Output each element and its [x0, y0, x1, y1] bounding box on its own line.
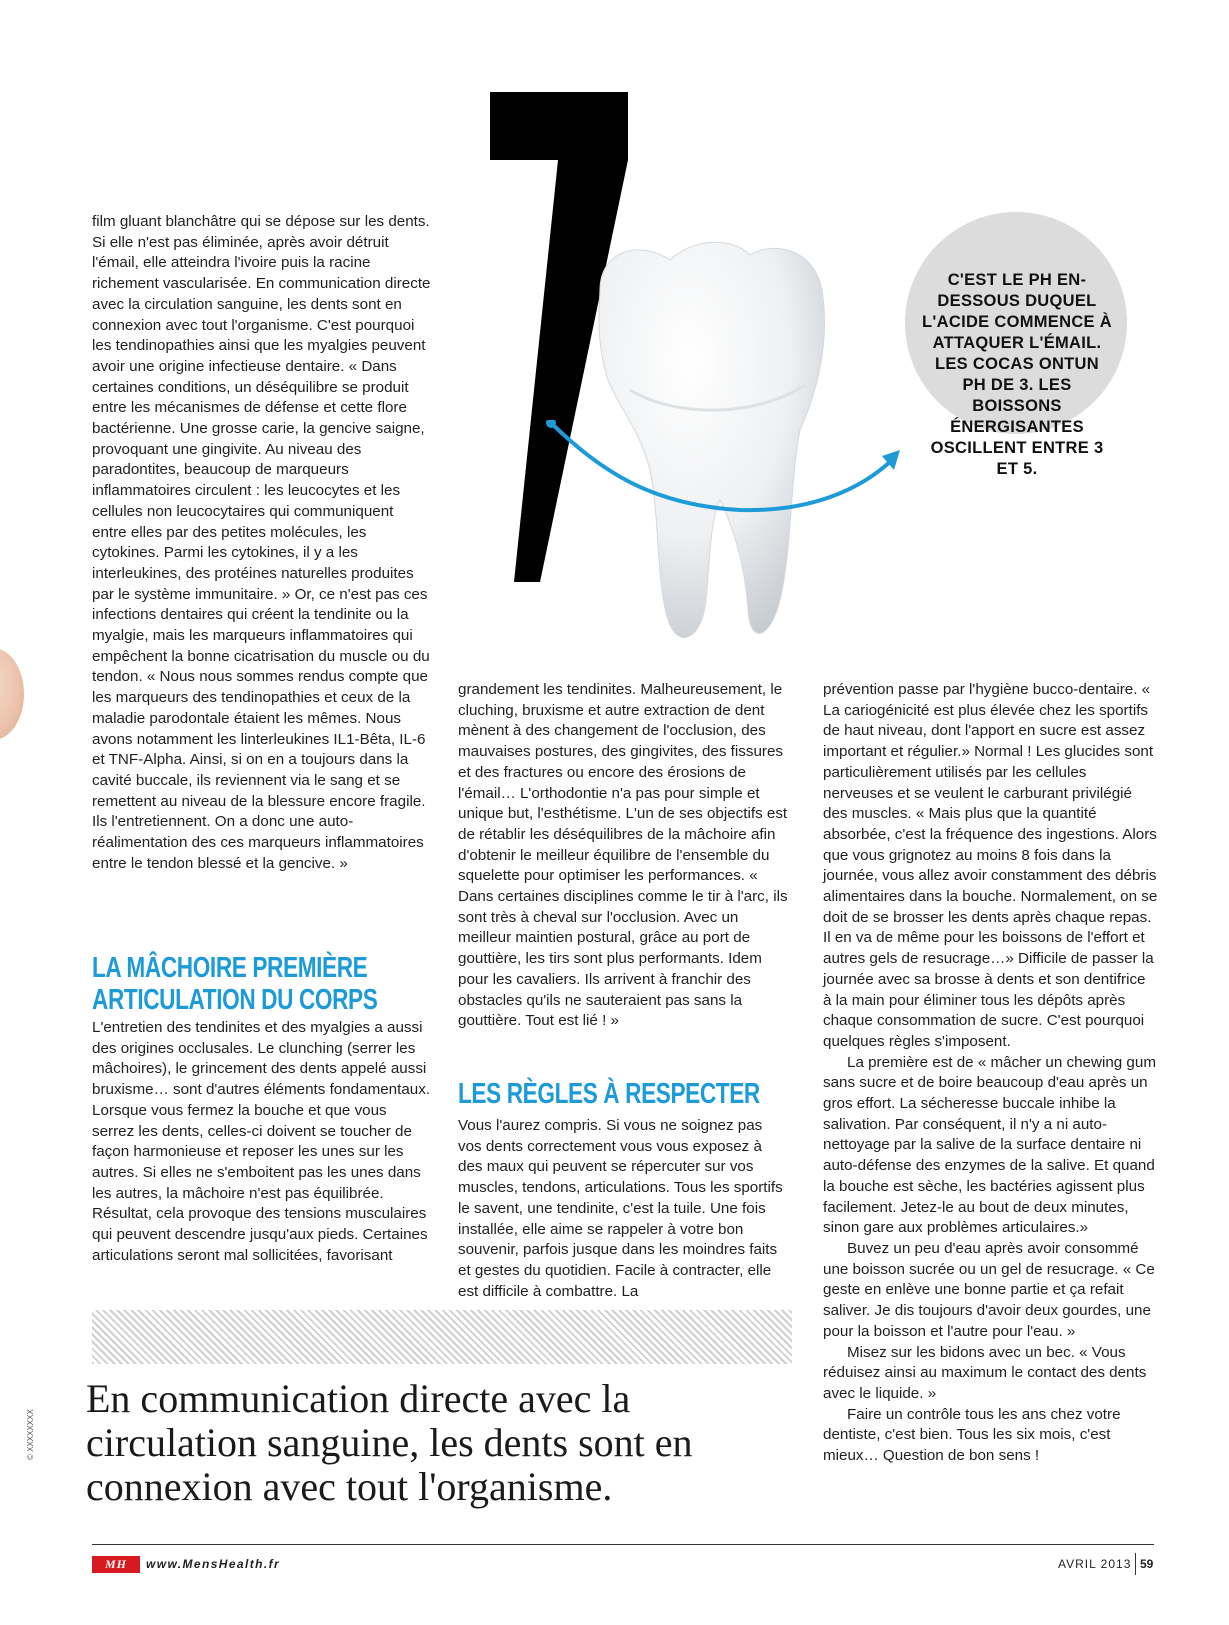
website-link[interactable]: www.MensHealth.fr [146, 1557, 281, 1571]
hatched-band [92, 1310, 792, 1364]
pull-quote: En communication directe avec la circulation sanguine, les dents sont en connexion avec tout l'organisme. [86, 1376, 693, 1509]
section-heading-1 [92, 952, 404, 1016]
footer-rule [92, 1544, 1154, 1545]
col3-paragraph-1: prévention passe par l'hygiène bucco-dentaire. « La cariogénicité est plus élevée chez les sportifs de haut niveau, dont l'apport en sucre est assez important et régulier.» Normal ! Les glucides sont particulièrement utilisés par les cellules nerveuses et se veulent le carburant privilégié des muscles. « Mais plus que la quantité absorbée, c'est la fréquence des ingestions. Alors que vous grignotez au moins 8 fois dans la journée, vous allez avoir constamment des débris alimentaires dans la bouche. Normalement, on se doit de se brosser les dents après chaque repas. Il en va de même pour les boissons de l'effort et autres gels de resucrage…» Difficile de passer la journée avec sa brosse à dents et son dentifrice à la main pour éliminer tous les dépôts après chaque consommation de sucre. C'est pourquoi quelques règles s'imposent. [823, 681, 1158, 1050]
col1-paragraph-2: L'entretien des tendinites et des myalgies a aussi des origines occlusales. Le clunching (serrer les mâchoires), le grincement des dents appelé aussi bruxisme… sont d'autres éléments fondamentaux. Lorsque vous fermez la bouche et que vous serrez les dents, celles-ci doivent se toucher de façon harmonieuse et reposer les unes sur les autres. Si elles ne s'emboitent pas les unes dans les autres, la mâchoire n'est pas équilibrée. Résultat, cela provoque des tensions musculaires qui peuvent descendre jusqu'aux pieds. Certaines articulations seront mal sollicitées, favorisant [92, 1019, 431, 1264]
issue-date: AVRIL 2013 [1058, 1557, 1132, 1571]
page-separator [1135, 1553, 1136, 1575]
callout-text: C'EST LE PH EN-DESSOUS DUQUEL L'ACIDE COMMENCE À ATTAQUER L'ÉMAIL. LES COCAS ONTUN PH DE 3. LES BOISSONS ÉNERGISANTES OSCILLENT ENTRE 3 ET 5. [922, 271, 1112, 478]
column-1-lower [92, 1018, 432, 1266]
col2-paragraph-1: grandement les tendinites. Malheureusement, le cluching, bruxisme et autre extraction de dent mènent à des changement de l'occlusion, des mauvaises postures, des gingivites, des fissures et des fractures ou encore des érosions de l'émail… L'orthodontie n'a pas pour simple et unique but, l'esthétisme. L'un de ses objectifs est de rétablir les déséquilibres de la mâchoire afin d'obtenir le meilleur équilibre de l'ensemble du squelette pour optimiser les performances. « Dans certaines disciplines comme le tir à l'arc, ils sont très à cheval sur l'occlusion. Avec un meilleur maintien postural, grâce au port de gouttière, les tirs sont plus performants. Idem pour les cavaliers. Ils arrivent à franchir des obstacles qu'ils ne sauteraient pas sans la gouttière. Tout est lié ! » [458, 681, 788, 1030]
column-2-lower [458, 1116, 788, 1302]
col3-paragraph-2: La première est de « mâcher un chewing gum sans sucre et de boire beaucoup d'eau après un gros effort. La sécheresse buccale inhibe la salivation. Par conséquent, il n'y a ni auto-nettoyage par la salive de la surface dentaire ni auto-défense des enzymes de la salive. Et quand la bouche est sèche, les bactéries agissent plus facilement. Jetez-le au bout de deux minutes, sinon gare aux problèmes articulaires.» [823, 1053, 1156, 1237]
column-2 [458, 680, 788, 1032]
thumb-photo [0, 648, 24, 740]
column-3 [823, 680, 1158, 1467]
col2-paragraph-2: Vous l'aurez compris. Si vous ne soignez pas vos dents correctement vous vous exposez à des maux qui peuvent se répercuter sur vos muscles, tendons, articulations. Tous les sportifs le savent, une tendinite, c'est la tuile. Une fois installée, elle aime se rappeler à votre bon souvenir, parfois jusque dans les moindres faits et gestes du quotidien. Facile à contracter, elle est difficile à combattre. La [458, 1117, 783, 1300]
column-1 [92, 212, 432, 875]
heading1-line-1: LA MÂCHOIRE PREMIÈRE [92, 952, 368, 984]
col3-paragraph-4: Misez sur les bidons avec un bec. « Vous réduisez ainsi au maximum le contact des dents avec le liquide. » [823, 1343, 1147, 1402]
page-number: 59 [1140, 1557, 1154, 1571]
photo-credit: © XXXXXXXX [26, 1409, 35, 1460]
col1-paragraph-1: film gluant blanchâtre qui se dépose sur les dents. Si elle n'est pas éliminée, après avoir détruit l'émail, elle atteindra l'ivoire puis la racine richement vascularisée. En communication directe avec la circulation sanguine, les dents sont en connexion avec tout l'organisme. C'est pourquoi les tendinopathies ainsi que les myalgies peuvent avoir une origine infectieuse dentaire. « Dans certaines conditions, un déséquilibre se produit entre les mécanismes de défense et cette flore bactérienne. Une grosse carie, la gencive saigne, provoquant une gingivite. Au niveau des paradontites, beaucoup de marqueurs inflammatoires circulent : les leucocytes et les cellules non leucocytaires qui communiquent entre elles par des petites molécules, les cytokines. Parmi les cytokines, il y a les interleukines, des protéines naturelles produites par le système immunitaire. » Or, ce n'est pas ces infections dentaires qui créent la tendinite ou la myalgie, mais les marqueurs inflammatoires qui empêchent la bonne cicatrisation du muscle ou du tendon. « Nous nous sommes rendus compte que les marqueurs des tendinopathies et ceux de la maladie parodontale étaient les mêmes. Nous avons notamment les linterleukines IL1-Bêta, IL-6 et TNF-Alpha. Ainsi, si on en a toujours dans la cavité buccale, ils reviennent via le sang et se remettent au niveau de la blessure encore fragile. Ils l'entretiennent. On a donc une auto-réalimentation des ces marqueurs inflammatoires entre le tendon blessé et la gencive. » [92, 213, 431, 872]
section-heading-2: LES RÈGLES À RESPECTER [458, 1078, 760, 1110]
mh-logo: MH [92, 1556, 140, 1573]
heading1-line-2: ARTICULATION DU CORPS [92, 984, 378, 1016]
col3-paragraph-5: Faire un contrôle tous les ans chez votre dentiste, c'est bien. Tous les six mois, c'est mieux… Question de bon sens ! [823, 1405, 1121, 1465]
figure-number: 7 [476, 62, 477, 63]
col3-paragraph-3: Buvez un peu d'eau après avoir consommé une boisson sucrée ou un gel de resucrage. « Ce geste en enlève une bonne partie et ça refait saliver. Je dis toujours d'avoir deux gourdes, une pour la boisson et l'autre pour l'eau. » [823, 1239, 1155, 1340]
pointer-arrow [540, 420, 940, 550]
